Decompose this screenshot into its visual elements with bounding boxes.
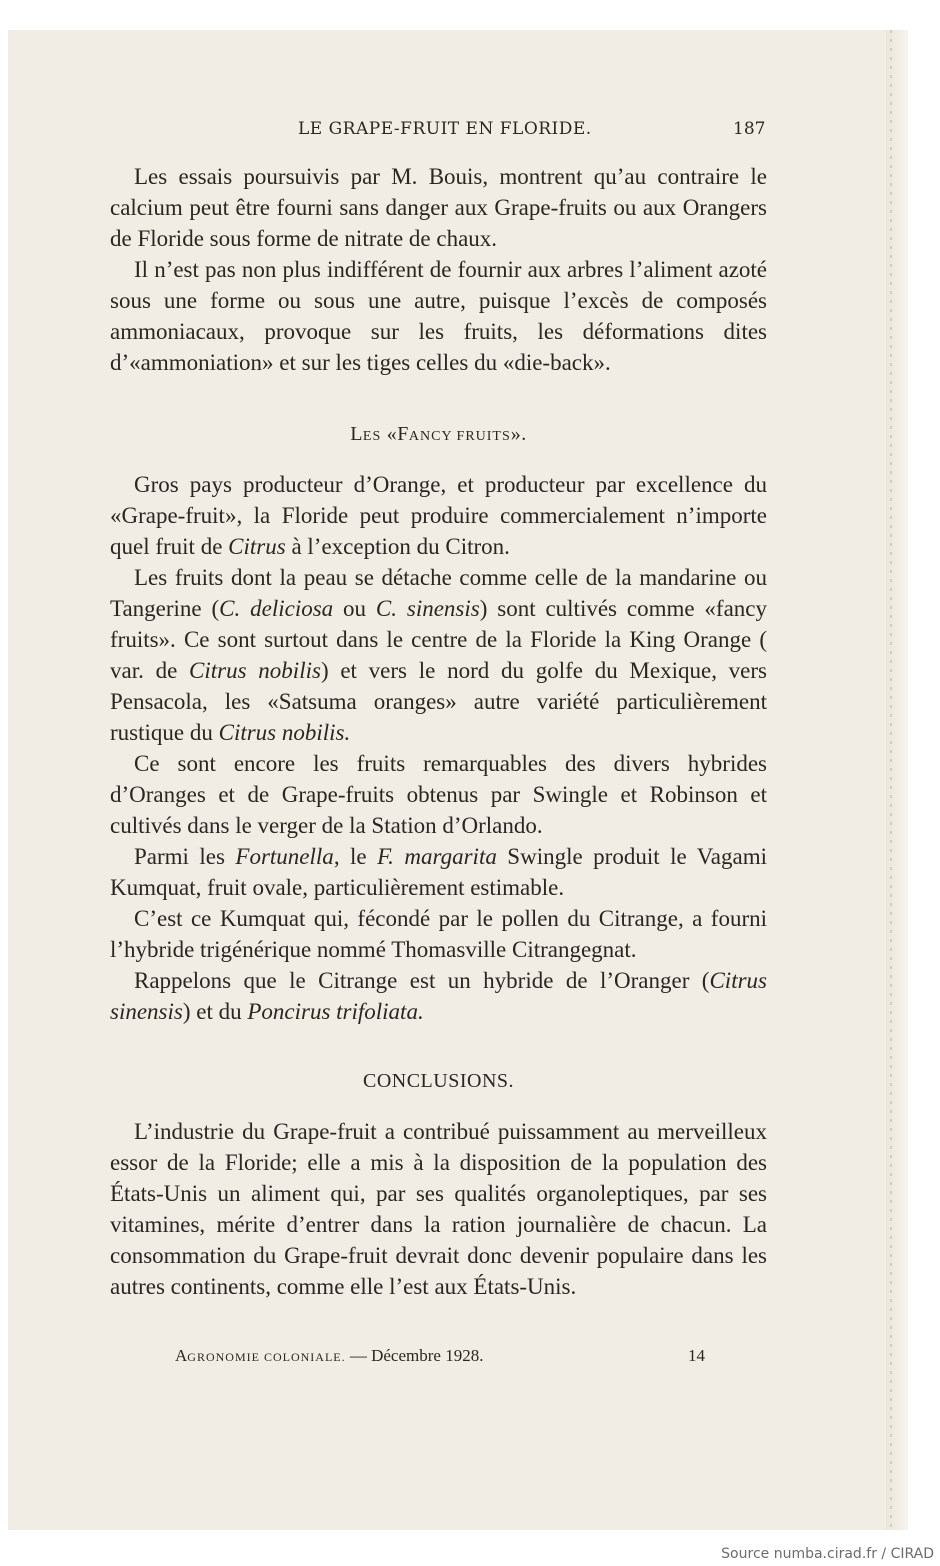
paragraph: C’est ce Kumquat qui, fécondé par le pollen du Citrange, a fourni l’hybride trigénérique nommé Thomasville Citrangegnat. (110, 906, 767, 962)
paragraph: L’industrie du Grape-fruit a contribué puissamment au merveilleux essor de la Floride; elle a mis à la disposition de la population des États-Unis un aliment qui, par ses qualités organoleptiques, par ses vitamines, mérite d’entrer dans la ration journalière de chacun. La consommation du Grape-fruit devrait donc devenir populaire dans les autres continents, comme elle l’est aux États-Unis. (110, 1119, 767, 1299)
paragraph: Rappelons que le Citrange est un hybride de l’Oranger (Citrus sinensis) et du Poncirus trifoliata. (110, 968, 767, 1024)
page-number: 187 (733, 119, 766, 139)
paragraph: Gros pays producteur d’Orange, et producteur par excellence du «Grape-fruit», la Floride peut produire commercialement n’importe quel fruit de Citrus à l’exception du Citron. (110, 472, 767, 559)
paragraph: Les fruits dont la peau se détache comme celle de la mandarine ou Tangerine (C. deliciosa ou C. sinensis) sont cultivés comme «fancy fruits». Ce sont surtout dans le centre de la Floride la King Orange ( var. de Citrus nobilis) et vers le nord du golfe du Mexique, vers Pensacola, les «Satsuma oranges» autre variété particulièrement rustique du Citrus nobilis. (110, 565, 768, 745)
heading-fancy-fruits: LES «FANCY FRUITS». (350, 423, 527, 445)
paragraph: Parmi les Fortunella, le F. margarita Swingle produit le Vagami Kumquat, fruit ovale, particulièrement estimable. (110, 844, 767, 900)
page-edge (886, 30, 908, 1530)
section-intro (110, 161, 767, 378)
paragraph: Il n’est pas non plus indifférent de fournir aux arbres l’aliment azoté sous une forme ou sous une autre, puisque l’excès de composés ammoniacaux, provoque sur les fruits, les déformations dites d’«ammoniation» et sur les tiges celles du «die-back». (110, 257, 767, 375)
paragraph: Les essais poursuivis par M. Bouis, montrent qu’au contraire le calcium peut être fourni sans danger aux Grape-fruits ou aux Orangers de Floride sous forme de nitrate de chaux. (110, 164, 767, 251)
source-credit: Source numba.cirad.fr / CIRAD (721, 1546, 934, 1562)
section-fancy-fruits (110, 469, 767, 1027)
signature-mark: 14 (688, 1346, 705, 1365)
heading-conclusions: CONCLUSIONS. (362, 1070, 515, 1092)
paragraph: Ce sont encore les fruits remarquables des divers hybrides d’Oranges et de Grape-fruits obtenus par Swingle et Robinson et cultivés dans le verger de la Station d’Orlando. (110, 751, 767, 838)
running-title: LE GRAPE-FRUIT EN FLORIDE. (298, 119, 592, 139)
section-conclusions (110, 1116, 767, 1302)
journal-footer: AGRONOMIE COLONIALE. — Décembre 1928. (175, 1346, 484, 1365)
